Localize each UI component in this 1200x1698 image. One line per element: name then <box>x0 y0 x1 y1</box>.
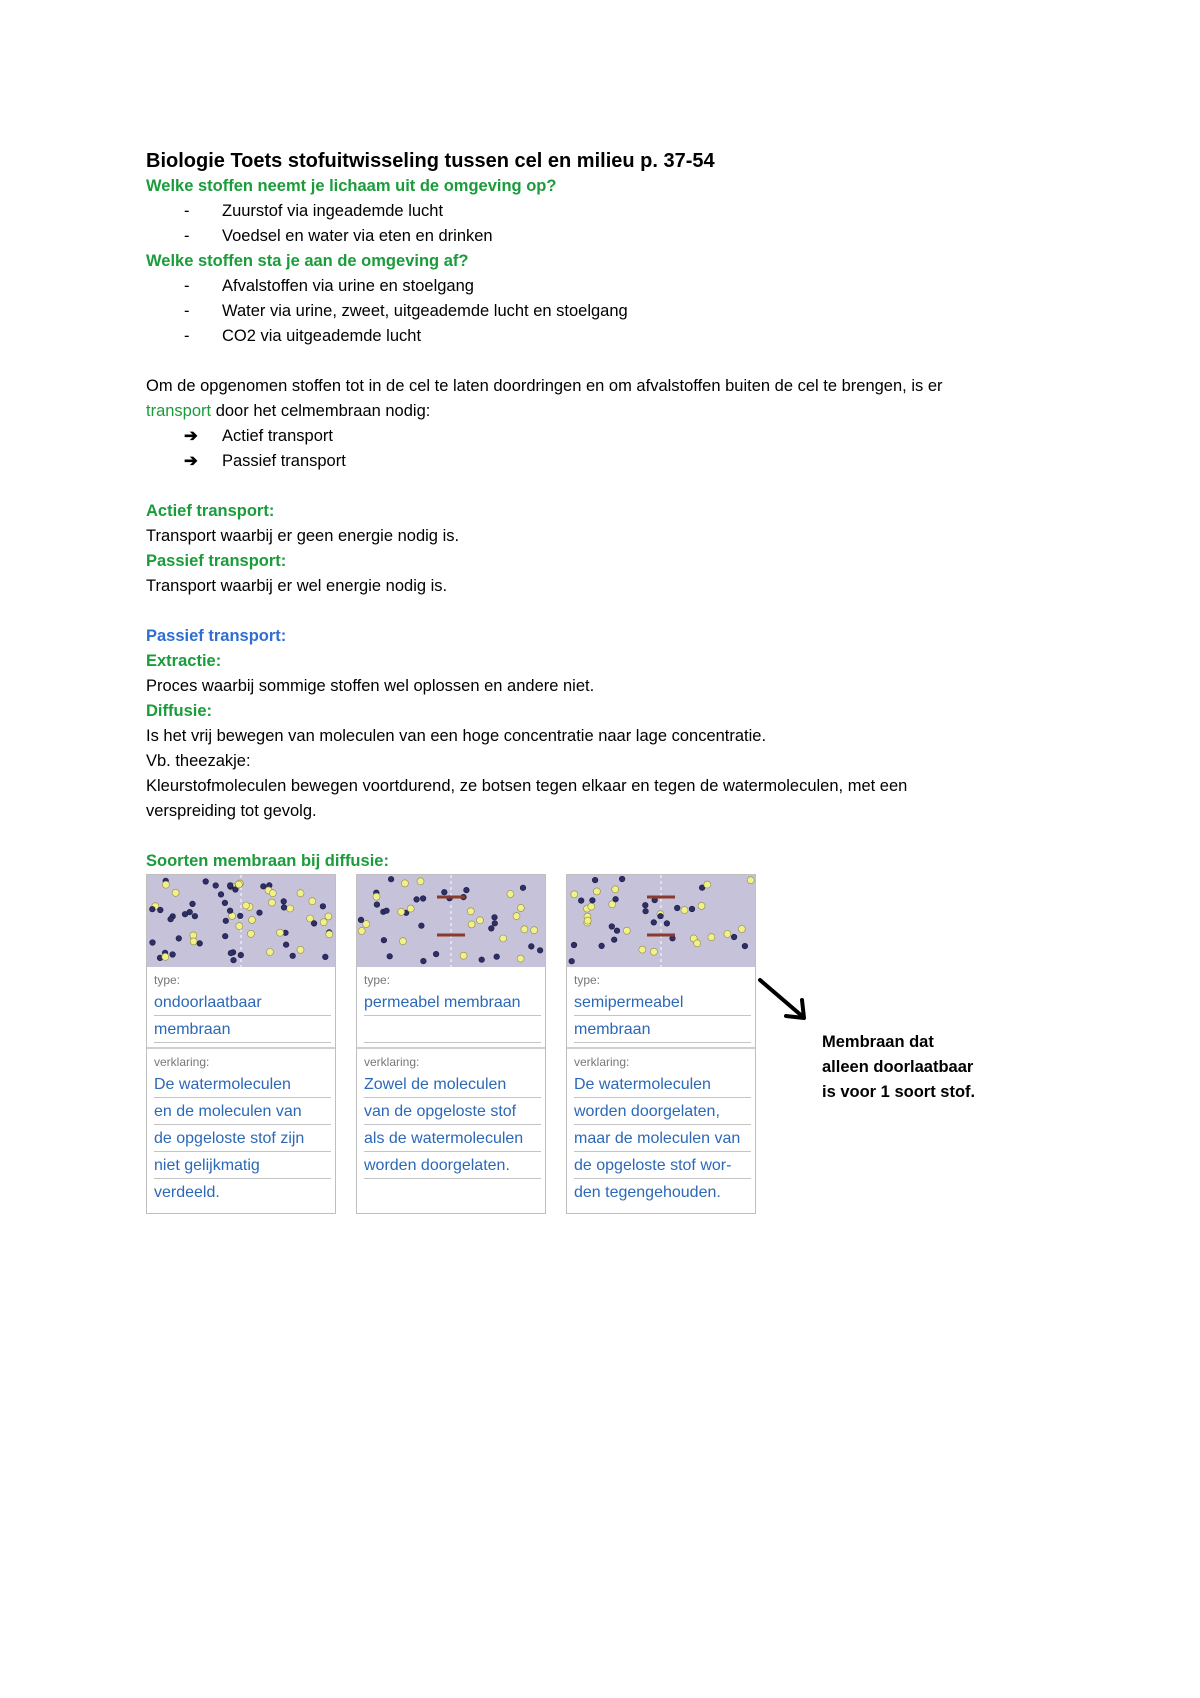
document-body <box>146 148 1076 874</box>
question-output: Welke stoffen sta je aan de omgeving af? <box>146 252 469 270</box>
molecule-illustration <box>567 875 755 967</box>
explanation-text: Zowel de moleculen van de opgeloste stof als de watermoleculen worden doorgelaten. <box>364 1076 524 1174</box>
section-passief: Passief transport: <box>146 627 287 645</box>
list-item: - Water via urine, zweet, uitgeademde lucht en stoelgang <box>184 302 628 320</box>
example-text: Kleurstofmoleculen bewegen voortdurend, ze botsen tegen elkaar en tegen de watermoleculen, met een <box>146 777 908 795</box>
molecule-illustration <box>147 875 335 967</box>
list-item: - CO2 via uitgeademde lucht <box>184 327 422 345</box>
example-heading: Vb. theezakje: <box>146 752 251 770</box>
list-item: - Voedsel en water via eten en drinken <box>184 227 493 245</box>
question-intake: Welke stoffen neemt je lichaam uit de omgeving op? <box>146 177 557 195</box>
list-item: - Zuurstof via ingeademde lucht <box>184 202 444 220</box>
example-text-2: verspreiding tot gevolg. <box>146 802 317 820</box>
explanation-text: De watermoleculen worden doorgelaten, maar de moleculen van de opgeloste stof wor- den tegengehouden. <box>574 1076 741 1201</box>
membrane-panel-permeable <box>356 874 546 1214</box>
heading-passief: Passief transport: <box>146 552 287 570</box>
explanation-label: verklaring: <box>364 1055 420 1069</box>
heading-membranes: Soorten membraan bij diffusie: <box>146 852 389 870</box>
page-title: Biologie Toets stofuitwisseling tussen cel en milieu p. 37-54 <box>146 150 715 172</box>
explanation-label: verklaring: <box>154 1055 210 1069</box>
type-label: type: <box>364 973 391 987</box>
definition-extractie: Proces waarbij sommige stoffen wel oplossen en andere niet. <box>146 677 595 695</box>
arrow-list-item: ➔ Actief transport <box>146 424 1076 449</box>
definition-actief: Transport waarbij er geen energie nodig is. <box>146 527 460 545</box>
heading-actief: Actief transport: <box>146 502 275 520</box>
list-item: - Afvalstoffen via urine en stoelgang <box>184 277 474 295</box>
explanation-label: verklaring: <box>574 1055 630 1069</box>
type-value: ondoorlaatbaar membraan <box>154 994 262 1038</box>
membrane-panel-impermeable <box>146 874 336 1214</box>
definition-diffusie: Is het vrij bewegen van moleculen van een hoge concentratie naar lage concentratie. <box>146 727 767 745</box>
definition-passief: Transport waarbij er wel energie nodig is. <box>146 577 448 595</box>
type-label: type: <box>154 973 181 987</box>
arrow-icon: ➔ <box>184 452 198 470</box>
molecule-illustration <box>357 875 545 967</box>
type-value: semipermeabel membraan <box>574 994 684 1038</box>
explanation-text: De watermoleculen en de moleculen van de opgeloste stof zijn niet gelijkmatig verdeeld. <box>154 1076 305 1201</box>
annotation-note: Membraan dat alleen doorlaatbaar is voor 1 soort stof. <box>822 1033 976 1101</box>
membrane-panel-semipermeable <box>566 874 756 1214</box>
arrow-icon: ➔ <box>184 427 198 445</box>
annotation-arrow-icon <box>756 976 816 1026</box>
intro-line-2: transport door het celmembraan nodig: <box>146 402 431 420</box>
heading-extractie: Extractie: <box>146 652 222 670</box>
intro-line: Om de opgenomen stoffen tot in de cel te laten doordringen en om afvalstoffen buiten de cel te brengen, is er <box>146 377 943 395</box>
type-label: type: <box>574 973 601 987</box>
arrow-list-item: ➔ Passief transport <box>146 449 1076 474</box>
heading-diffusie: Diffusie: <box>146 702 212 720</box>
type-value: permeabel membraan <box>364 994 521 1011</box>
